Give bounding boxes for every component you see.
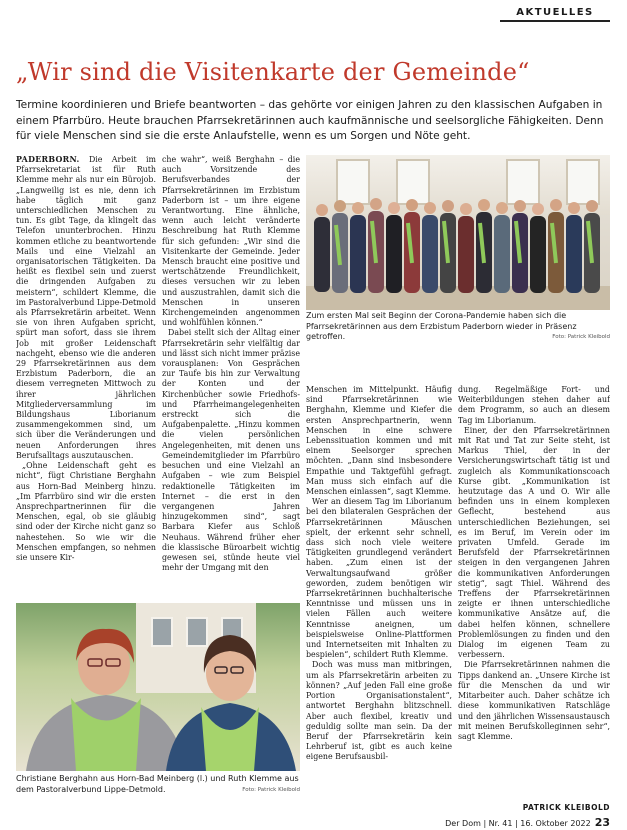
article-column-1: [16, 155, 156, 605]
paragraph: Die Pfarrsekretärinnen nahmen die Tipps dankend an. „Unsere Kirche ist für die Menschen da und wir Mitarbeiter auch. Daher schätze ich diese kommunikativen Ratschläge und den jährlichen Wissensaustausch mit meinen Berufskolleginnen sehr“, sagt Klemme.: [458, 660, 610, 741]
article-column-2: [162, 155, 300, 600]
paragraph: „Ohne Leidenschaft geht es nicht“, fügt Christiane Berghahn aus Horn-Bad Meinberg hinzu. „Im Pfarrbüro sind wir die ersten Ansprechpartnerinnen für die Menschen, egal, ob sie gläubig sind oder der Kirche nicht ganz so nahestehen. So wie wir die Menschen empfangen, so nehmen sie unsere Kir-: [16, 461, 156, 562]
duo-photo-people: [16, 603, 300, 771]
group-photo-people: [306, 155, 610, 310]
paragraph: che wahr“, weiß Berghahn – die auch Vorsitzende des Berufsverbandes der Pfarrsekretärinnen im Erzbistum Paderborn ist – um ihre eigene Verantwortung. Eine ähnliche, wenn auch leicht veränderte Beschreibung hat Ruth Klemme für sich gefunden: „Wir sind die Visitenkarte der Gemeinde. Jeder Mensch braucht eine positive und wertschätzende Freundlichkeit, dieses versuchen wir zu leben und auszustrahlen, damit sich die Menschen in unseren Kirchengemeinden angenommen und wohlfühlen können.“: [162, 155, 300, 328]
caption-text: Christiane Berghahn aus Horn-Bad Meinberg (l.) und Ruth Klemme aus dem Pastoralverbund Lippe-Detmold.: [16, 774, 299, 794]
paragraph-text: Die Arbeit im Pfarrsekretariat ist für Ruth Klemme mehr als nur ein Bürojob. „Langweilig ist es nie, denn ich habe täglich mit ganz unterschiedlichen Menschen zu tun. Es gibt Tage, da klingelt das Telefon ununterbrochen. Hinzu kommen etliche zu beantwortende Mails und eine Vielzahl an organisatorischen Tätigkeiten. Da heißt es flexibel sein und zuerst die dringenden Aufgaben zu meistern“, schildert Klemme, die im Pastoralverbund Lippe-Detmold als Pfarrsekretärin arbeitet. Wenn sie von ihren Aufgaben spricht, spürt man sofort, dass sie ihrem Job mit großer Leidenschaft nachgeht, ebenso wie die anderen 29 Pfarrsekretärinnen aus dem Erzbistum Paderborn, die an diesem verregneten Mittwoch zu ihrer jährlichen Mitgliederversammlung im Bildungshaus Liborianum zusammengekommen sind, um sich über die Veränderungen und neuen Anforderungen ihres Berufsalltags auszutauschen.: [16, 155, 156, 460]
paragraph: Einer, der den Pfarrsekretärinnen mit Rat und Tat zur Seite steht, ist Markus Thiel, der in der Versicherungswirtschaft tätig ist und zugleich als Kommunikationscoach Kurse gibt. „Kommunikation ist heutzutage das A und O. Wir alle befinden uns in einem komplexen Geflecht, bestehend aus unterschiedlichen Beziehungen, sei es im Beruf, im Verein oder im privaten Umfeld. Gerade im Berufsfeld der Pfarrsekretärinnen steigen in den vergangenen Jahren die kommunikativen Anforderungen stetig“, sagt Thiel. Während des Treffens der Pfarrsekretärinnen zeigte er ihnen unterschiedliche kommunikative Ansätze auf, die dabei helfen können, schnellere Problemlösungen zu finden und den Dialog im eigenen Team zu verbessern.: [458, 425, 610, 660]
photo-credit: Foto: Patrick Kleibold: [242, 786, 300, 793]
paragraph: dung. Regelmäßige Fort- und Weiterbildungen stehen daher auf dem Programm, so auch an diesem Tag im Liborianum.: [458, 385, 610, 425]
photo-credit: Foto: Patrick Kleibold: [552, 334, 610, 340]
paragraph: [16, 155, 156, 461]
paragraph: Wer an diesem Tag im Liborianum bei den bilateralen Gesprächen der Pfarrsekretärinnen Mäuschen spielt, der erkennt sehr schnell, dass sich noch viele weitere Tätigkeiten grundlegend verändert haben. „Zum einen ist der Verwaltungsaufwand größer geworden, zudem benötigen wir Pfarrsekretärinnen buchhalterische Kenntnisse und müssen uns in vielen Fällen auch weitere Kenntnisse aneignen, um beispielsweise Online-Plattformen und Internetseiten mit Inhalten zu bespielen“, schildert Ruth Klemme.: [306, 497, 452, 660]
headline: „Wir sind die Visitenkarte der Gemeinde“: [16, 58, 530, 86]
article-column-4: [458, 385, 610, 797]
duo-photo-caption: [16, 774, 300, 795]
paragraph: Dabei stellt sich der Alltag einer Pfarrsekretärin sehr vielfältig dar und lässt sich nicht immer präzise vorausplanen: Von Gesprächen zur Taufe bis hin zur Verwaltung der Konten und der Kirchenbücher sowie Friedhofs- und Pfarrheimangelegenheiten erstreckt sich die Aufgabenpalette. „Hinzu kommen die vielen persönlichen Angelegenheiten, mit denen uns Gemeindemitglieder im Pfarrbüro besuchen und eine Vielzahl an Aufgaben – wie zum Beispiel redaktionelle Tätigkeiten im Internet – die erst in den vergangenen Jahren hinzugekommen sind“, sagt Barbara Kiefer aus Schloß Neuhaus. Während früher eher die klassische Büroarbeit wichtig gewesen sei, stünde heute viel mehr der Umgang mit den: [162, 328, 300, 573]
page-number: 23: [594, 816, 610, 829]
lead-paragraph: Termine koordinieren und Briefe beantworten – das gehörte vor einigen Jahren zu den klassischen Aufgaben in einem Pfarrbüro. Heute brauchen Pfarrsekretärinnen auch kaufmännische und seelsorgliche Fähigkeiten. Denn für viele Menschen sind sie die erste Anlaufstelle, wenn es um Sorgen und Nöte geht.: [16, 99, 604, 142]
publication-info: Der Dom | Nr. 41 | 16. Oktober 2022: [445, 819, 591, 828]
paragraph: Menschen im Mittelpunkt. Häufig sind Pfarrsekretärinnen wie Berghahn, Klemme und Kiefer die ersten Ansprechpartnerin, wenn Menschen in eine schwere Lebenssituation kommen und mit einem Seelsorger sprechen möchten. „Dann sind insbesondere Empathie und Taktgefühl gefragt. Man muss sich einfach auf die Menschen einlassen“, sagt Klemme.: [306, 385, 452, 497]
page-footer: [420, 816, 610, 829]
dateline: PADERBORN.: [16, 155, 80, 164]
paragraph: Doch was muss man mitbringen, um als Pfarrsekretärin arbeiten zu können? „Auf jeden Fall eine große Portion Organisationstalent“, antwortet Berghahn blitzschnell. Aber auch flexibel, kreativ und geduldig sollte man sein. Da der Beruf der Pfarrsekretärin kein Lehrberuf ist, gibt es auch keine eigene Berufsausbil-: [306, 660, 452, 762]
section-tag: AKTUELLES: [500, 6, 610, 22]
group-photo: [306, 155, 610, 310]
group-photo-caption: [306, 311, 610, 343]
duo-photo: [16, 603, 300, 771]
author-byline: PATRICK KLEIBOLD: [522, 803, 610, 812]
article-column-3: [306, 385, 452, 797]
caption-text: Zum ersten Mal seit Beginn der Corona-Pandemie haben sich die Pfarrsekretärinnen aus dem Erzbistum Paderborn wieder in Präsenz getroffen.: [306, 311, 577, 341]
